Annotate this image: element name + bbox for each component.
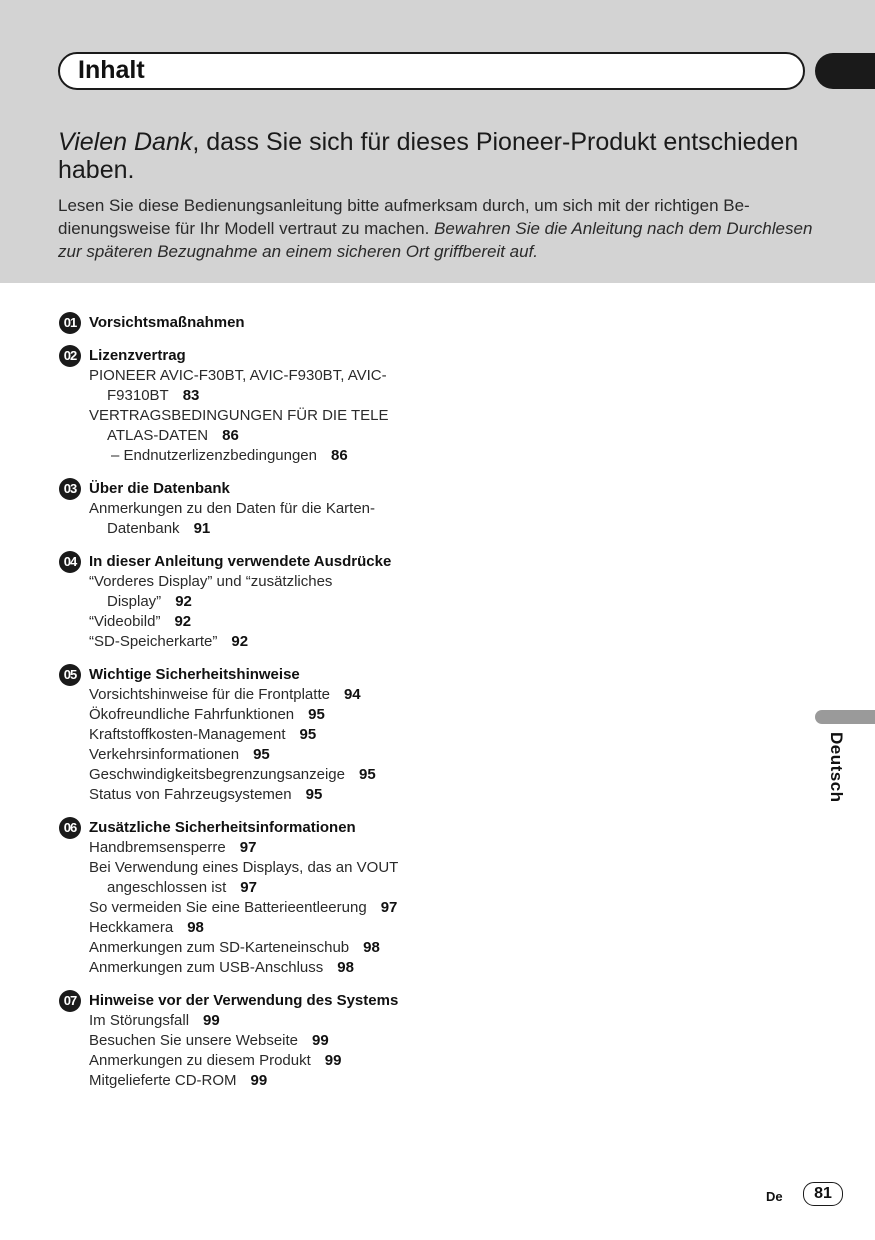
- toc-page-number: 98: [363, 939, 380, 956]
- toc-entry: [89, 1051, 419, 1071]
- title-pill: [58, 52, 805, 90]
- toc-entry: [89, 406, 419, 446]
- toc-entry-text: Vorsichtshinweise für die Frontplatte: [89, 686, 330, 703]
- toc-entry-text: Anmerkungen zu diesem Produkt: [89, 1052, 311, 1069]
- toc-entry-text: Bei Verwendung eines Displays, das an VOUT angeschlossen ist: [89, 859, 399, 896]
- toc-page-number: 92: [175, 593, 192, 610]
- toc-page-number: 98: [187, 919, 204, 936]
- toc-entry-text: Mitgelieferte CD-ROM: [89, 1072, 237, 1089]
- toc-page-number: 94: [343, 686, 361, 703]
- toc-entry: [89, 745, 419, 765]
- toc-section: [59, 817, 419, 978]
- intro-heading-rest: , dass Sie sich für dieses Pioneer-Produkt entschieden haben.: [58, 128, 799, 184]
- toc-entry-text: Anmerkungen zum SD-Karteneinschub: [89, 939, 350, 956]
- section-tab: [815, 53, 875, 89]
- toc-entry-text: Im Störungsfall: [89, 1012, 190, 1029]
- toc-entry-text: Status von Fahrzeugsystemen: [89, 786, 292, 803]
- page-number: 81: [803, 1182, 843, 1206]
- section-number-badge: 06: [59, 817, 81, 839]
- language-label: Deutsch: [827, 732, 846, 803]
- toc-entry: [89, 705, 419, 725]
- toc-entry: [89, 1071, 419, 1091]
- toc-page-number: 92: [231, 633, 249, 650]
- toc-page-number: 97: [239, 839, 257, 856]
- toc-section: [59, 664, 419, 805]
- footer-language: De: [766, 1189, 783, 1204]
- toc-entry-text: Heckkamera: [89, 919, 174, 936]
- intro-heading: [58, 128, 818, 184]
- toc-entry: [89, 572, 419, 612]
- toc-entry-text: “Videobild”: [89, 613, 161, 630]
- toc-page-number: 95: [299, 726, 317, 743]
- toc-entry: [89, 612, 419, 632]
- toc-entry: [89, 958, 419, 978]
- toc-page-number: 98: [337, 959, 354, 976]
- toc-entry: [89, 725, 419, 745]
- toc-page-number: 95: [305, 786, 323, 803]
- toc-entry: [89, 938, 419, 958]
- section-title: Zusätzliche Sicherheitsinformationen: [89, 819, 356, 836]
- toc-entry-text: Verkehrsinformationen: [89, 746, 240, 763]
- toc-page-number: 95: [359, 766, 376, 783]
- toc-entry-text: – Endnutzerlizenzbedingungen: [111, 447, 317, 464]
- toc-page-number: 99: [312, 1032, 329, 1049]
- toc-entry-text: Geschwindigkeitsbegrenzungsanzeige: [89, 766, 345, 783]
- toc-entry-text: “Vorderes Display” und “zusätzliches Display”: [89, 573, 333, 610]
- section-number-badge: 05: [59, 664, 81, 686]
- toc-page-number: 86: [331, 447, 348, 464]
- toc-page-number: 92: [174, 613, 192, 630]
- toc-entry: [89, 858, 419, 898]
- toc-page-number: 99: [250, 1072, 268, 1089]
- section-number-badge: 04: [59, 551, 81, 573]
- toc-section: [59, 312, 419, 333]
- section-title: In dieser Anleitung verwendete Ausdrücke: [89, 553, 392, 570]
- toc-entry-text: Kraftstoffkosten-Management: [89, 726, 286, 743]
- toc-entry: [89, 366, 419, 406]
- toc-entry: [89, 785, 419, 805]
- toc-entry: [89, 765, 419, 785]
- toc-page-number: 95: [308, 706, 325, 723]
- toc-section: [59, 551, 419, 652]
- toc-entry: [89, 499, 419, 539]
- intro-heading-italic: Vielen Dank: [58, 128, 193, 156]
- section-title: Hinweise vor der Verwendung des Systems: [89, 992, 399, 1009]
- toc-section: [59, 990, 419, 1091]
- toc-page-number: 97: [240, 879, 257, 896]
- toc-page-number: 91: [193, 520, 211, 537]
- toc-entry-text: “SD-Speicherkarte”: [89, 633, 218, 650]
- section-title: Wichtige Sicherheitshinweise: [89, 666, 300, 683]
- toc-entry: [89, 1031, 419, 1051]
- section-title: Vorsichtsmaßnahmen: [89, 314, 245, 331]
- toc-entry-text: VERTRAGSBEDINGUNGEN FÜR DIE TELE ATLAS-DATEN: [89, 407, 389, 444]
- section-number-badge: 02: [59, 345, 81, 367]
- section-title: Lizenzvertrag: [89, 347, 186, 364]
- section-title: Über die Datenbank: [89, 480, 230, 497]
- toc-page-number: 97: [380, 899, 398, 916]
- intro-plain: Lesen Sie diese Bedienungsanleitung bitte aufmerksam durch, um sich mit der richtigen Be-dienungsweise für Ihr Modell vertraut zu machen.: [58, 196, 750, 238]
- toc-entry: [89, 898, 419, 918]
- section-number-badge: 03: [59, 478, 81, 500]
- intro-paragraph: [58, 194, 818, 263]
- toc-entry: [89, 838, 419, 858]
- toc-entry: [89, 446, 419, 466]
- toc-page-number: 95: [253, 746, 270, 763]
- toc-entry-text: Anmerkungen zu den Daten für die Karten-Datenbank: [89, 500, 376, 537]
- table-of-contents: [59, 312, 419, 1103]
- section-number-badge: 07: [59, 990, 81, 1012]
- language-tab: [815, 710, 875, 724]
- toc-entry-text: Anmerkungen zum USB-Anschluss: [89, 959, 324, 976]
- page-title: Inhalt: [78, 56, 145, 84]
- toc-page-number: 86: [222, 427, 239, 444]
- toc-section: [59, 345, 419, 466]
- toc-page-number: 83: [182, 387, 200, 404]
- intro-italic: Bewahren Sie die Anleitung nach dem Durchlesen zur späteren Bezugnahme an einem sicheren Ort griffbereit auf.: [58, 219, 813, 261]
- toc-entry-text: Ökofreundliche Fahrfunktionen: [89, 706, 295, 723]
- toc-page-number: 99: [203, 1012, 220, 1029]
- toc-entry: [89, 685, 419, 705]
- toc-entry: [89, 918, 419, 938]
- toc-entry-text: So vermeiden Sie eine Batterieentleerung: [89, 899, 367, 916]
- toc-entry-text: Handbremsensperre: [89, 839, 226, 856]
- toc-entry-text: PIONEER AVIC-F30BT, AVIC-F930BT, AVIC-F9310BT: [89, 367, 387, 404]
- toc-section: [59, 478, 419, 539]
- toc-page-number: 99: [324, 1052, 342, 1069]
- toc-entry: [89, 1011, 419, 1031]
- toc-entry-text: Besuchen Sie unsere Webseite: [89, 1032, 299, 1049]
- toc-entry: [89, 632, 419, 652]
- section-number-badge: 01: [59, 312, 81, 334]
